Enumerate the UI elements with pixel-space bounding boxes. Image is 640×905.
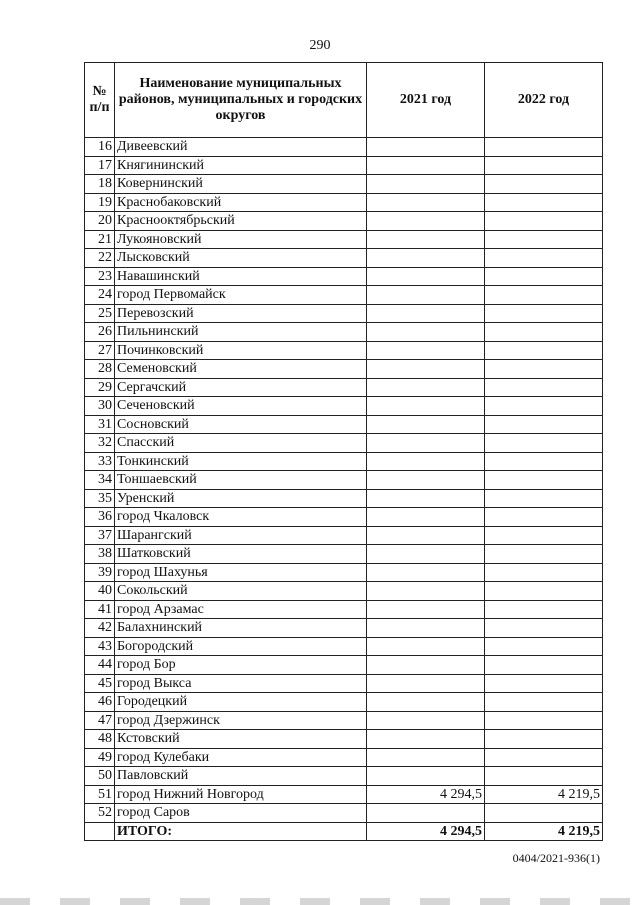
value-2021 xyxy=(367,360,485,379)
value-2021 xyxy=(367,656,485,675)
value-2022 xyxy=(485,304,603,323)
row-number: 34 xyxy=(85,471,115,490)
district-name: город Дзержинск xyxy=(115,711,367,730)
value-2022 xyxy=(485,249,603,268)
value-2022 xyxy=(485,582,603,601)
value-2022 xyxy=(485,508,603,527)
district-name: Семеновский xyxy=(115,360,367,379)
value-2021 xyxy=(367,730,485,749)
table-row xyxy=(85,489,603,508)
table-row xyxy=(85,804,603,823)
value-2021 xyxy=(367,212,485,231)
value-2022 xyxy=(485,452,603,471)
table-row xyxy=(85,545,603,564)
value-2022 xyxy=(485,175,603,194)
value-2022 xyxy=(485,674,603,693)
value-2021: 4 294,5 xyxy=(367,785,485,804)
district-name: Сокольский xyxy=(115,582,367,601)
district-name: Сосновский xyxy=(115,415,367,434)
value-2022 xyxy=(485,804,603,823)
value-2022 xyxy=(485,378,603,397)
district-name: Краснобаковский xyxy=(115,193,367,212)
value-2021 xyxy=(367,489,485,508)
row-number: 18 xyxy=(85,175,115,194)
total-2022: 4 219,5 xyxy=(485,822,603,841)
row-number: 23 xyxy=(85,267,115,286)
district-name: Починковский xyxy=(115,341,367,360)
value-2021 xyxy=(367,230,485,249)
value-2021 xyxy=(367,156,485,175)
value-2021 xyxy=(367,693,485,712)
value-2021 xyxy=(367,304,485,323)
row-number: 30 xyxy=(85,397,115,416)
table-row xyxy=(85,212,603,231)
value-2022 xyxy=(485,600,603,619)
table-row xyxy=(85,526,603,545)
row-number: 26 xyxy=(85,323,115,342)
value-2021 xyxy=(367,397,485,416)
value-2021 xyxy=(367,600,485,619)
row-number: 25 xyxy=(85,304,115,323)
table-row xyxy=(85,267,603,286)
value-2022 xyxy=(485,397,603,416)
district-name: Уренский xyxy=(115,489,367,508)
value-2021 xyxy=(367,748,485,767)
row-number: 38 xyxy=(85,545,115,564)
table-row xyxy=(85,508,603,527)
value-2021 xyxy=(367,175,485,194)
total-num-cell xyxy=(85,822,115,841)
row-number: 42 xyxy=(85,619,115,638)
row-number: 20 xyxy=(85,212,115,231)
district-name: город Шахунья xyxy=(115,563,367,582)
value-2021 xyxy=(367,545,485,564)
district-name: Дивеевский xyxy=(115,138,367,157)
value-2022 xyxy=(485,693,603,712)
district-name: Краснооктябрьский xyxy=(115,212,367,231)
row-number: 43 xyxy=(85,637,115,656)
table-row xyxy=(85,304,603,323)
value-2021 xyxy=(367,434,485,453)
table-row xyxy=(85,452,603,471)
value-2021 xyxy=(367,286,485,305)
value-2022 xyxy=(485,711,603,730)
page-number: 290 xyxy=(309,38,331,53)
value-2021 xyxy=(367,471,485,490)
row-number: 16 xyxy=(85,138,115,157)
district-name: Тонкинский xyxy=(115,452,367,471)
value-2021 xyxy=(367,804,485,823)
row-number: 36 xyxy=(85,508,115,527)
district-name: город Чкаловск xyxy=(115,508,367,527)
row-number: 45 xyxy=(85,674,115,693)
table-row xyxy=(85,637,603,656)
value-2021 xyxy=(367,637,485,656)
value-2021 xyxy=(367,193,485,212)
value-2022 xyxy=(485,730,603,749)
header-2021: 2021 год xyxy=(367,63,485,138)
row-number: 31 xyxy=(85,415,115,434)
value-2022 xyxy=(485,767,603,786)
district-name: Кстовский xyxy=(115,730,367,749)
table-row xyxy=(85,748,603,767)
value-2021 xyxy=(367,323,485,342)
value-2022 xyxy=(485,545,603,564)
value-2022 xyxy=(485,341,603,360)
table-row xyxy=(85,360,603,379)
table-row xyxy=(85,230,603,249)
value-2022 xyxy=(485,415,603,434)
district-name: Сеченовский xyxy=(115,397,367,416)
row-number: 49 xyxy=(85,748,115,767)
row-number: 40 xyxy=(85,582,115,601)
value-2021 xyxy=(367,563,485,582)
table-row xyxy=(85,693,603,712)
value-2021 xyxy=(367,415,485,434)
row-number: 35 xyxy=(85,489,115,508)
district-name: Спасский xyxy=(115,434,367,453)
district-name: Сергачский xyxy=(115,378,367,397)
district-name: город Бор xyxy=(115,656,367,675)
total-row xyxy=(85,822,603,841)
table-row xyxy=(85,674,603,693)
table-row xyxy=(85,619,603,638)
table-row xyxy=(85,415,603,434)
district-name: город Выкса xyxy=(115,674,367,693)
row-number: 51 xyxy=(85,785,115,804)
district-name: Богородский xyxy=(115,637,367,656)
district-name: Лысковский xyxy=(115,249,367,268)
value-2022 xyxy=(485,526,603,545)
row-number: 27 xyxy=(85,341,115,360)
row-number: 19 xyxy=(85,193,115,212)
value-2021 xyxy=(367,767,485,786)
value-2022 xyxy=(485,138,603,157)
value-2022 xyxy=(485,619,603,638)
row-number: 24 xyxy=(85,286,115,305)
district-name: Пильнинский xyxy=(115,323,367,342)
district-name: Лукояновский xyxy=(115,230,367,249)
document-code: 0404/2021-936(1) xyxy=(512,851,600,865)
table-row xyxy=(85,434,603,453)
value-2022 xyxy=(485,156,603,175)
table-row xyxy=(85,378,603,397)
district-name: Балахнинский xyxy=(115,619,367,638)
row-number: 47 xyxy=(85,711,115,730)
table-row xyxy=(85,193,603,212)
value-2021 xyxy=(367,711,485,730)
scan-edge-artifact xyxy=(0,898,640,905)
district-name: Перевозский xyxy=(115,304,367,323)
district-name: город Саров xyxy=(115,804,367,823)
header-2022: 2022 год xyxy=(485,63,603,138)
row-number: 41 xyxy=(85,600,115,619)
row-number: 22 xyxy=(85,249,115,268)
row-number: 44 xyxy=(85,656,115,675)
table-row xyxy=(85,600,603,619)
district-name: город Кулебаки xyxy=(115,748,367,767)
table-row xyxy=(85,175,603,194)
value-2022 xyxy=(485,230,603,249)
value-2021 xyxy=(367,452,485,471)
value-2022 xyxy=(485,286,603,305)
table-row xyxy=(85,656,603,675)
district-name: город Нижний Новгород xyxy=(115,785,367,804)
district-name: город Арзамас xyxy=(115,600,367,619)
value-2021 xyxy=(367,249,485,268)
table-row xyxy=(85,138,603,157)
value-2021 xyxy=(367,508,485,527)
row-number: 17 xyxy=(85,156,115,175)
district-name: город Первомайск xyxy=(115,286,367,305)
district-name: Княгининский xyxy=(115,156,367,175)
table-row xyxy=(85,156,603,175)
value-2022 xyxy=(485,656,603,675)
district-name: Городецкий xyxy=(115,693,367,712)
table-row xyxy=(85,582,603,601)
row-number: 50 xyxy=(85,767,115,786)
value-2022 xyxy=(485,563,603,582)
district-name: Навашинский xyxy=(115,267,367,286)
value-2022 xyxy=(485,267,603,286)
header-num: № п/п xyxy=(85,63,115,138)
table-row xyxy=(85,563,603,582)
table-row xyxy=(85,711,603,730)
table-row xyxy=(85,730,603,749)
value-2022 xyxy=(485,471,603,490)
table-row xyxy=(85,341,603,360)
value-2021 xyxy=(367,582,485,601)
value-2021 xyxy=(367,341,485,360)
district-name: Ковернинский xyxy=(115,175,367,194)
table-row xyxy=(85,397,603,416)
row-number: 28 xyxy=(85,360,115,379)
table-row xyxy=(85,286,603,305)
row-number: 32 xyxy=(85,434,115,453)
row-number: 37 xyxy=(85,526,115,545)
table-row xyxy=(85,767,603,786)
value-2021 xyxy=(367,267,485,286)
district-name: Павловский xyxy=(115,767,367,786)
row-number: 46 xyxy=(85,693,115,712)
row-number: 33 xyxy=(85,452,115,471)
table-header-row xyxy=(85,63,603,138)
row-number: 29 xyxy=(85,378,115,397)
value-2021 xyxy=(367,526,485,545)
table-row xyxy=(85,471,603,490)
district-name: Шатковский xyxy=(115,545,367,564)
district-name: Шарангский xyxy=(115,526,367,545)
value-2022 xyxy=(485,193,603,212)
value-2021 xyxy=(367,378,485,397)
value-2022 xyxy=(485,434,603,453)
table-row xyxy=(85,785,603,804)
header-name: Наименование муниципальных районов, муниципальных и городских округов xyxy=(115,63,367,138)
row-number: 52 xyxy=(85,804,115,823)
value-2022 xyxy=(485,212,603,231)
value-2022 xyxy=(485,489,603,508)
value-2022 xyxy=(485,360,603,379)
budget-table xyxy=(84,62,603,841)
value-2021 xyxy=(367,619,485,638)
table-body xyxy=(85,138,603,823)
district-name: Тоншаевский xyxy=(115,471,367,490)
value-2021 xyxy=(367,138,485,157)
total-label: ИТОГО: xyxy=(115,822,367,841)
row-number: 39 xyxy=(85,563,115,582)
total-2021: 4 294,5 xyxy=(367,822,485,841)
table-row xyxy=(85,323,603,342)
row-number: 21 xyxy=(85,230,115,249)
value-2022 xyxy=(485,748,603,767)
row-number: 48 xyxy=(85,730,115,749)
table-row xyxy=(85,249,603,268)
value-2021 xyxy=(367,674,485,693)
value-2022: 4 219,5 xyxy=(485,785,603,804)
value-2022 xyxy=(485,323,603,342)
value-2022 xyxy=(485,637,603,656)
